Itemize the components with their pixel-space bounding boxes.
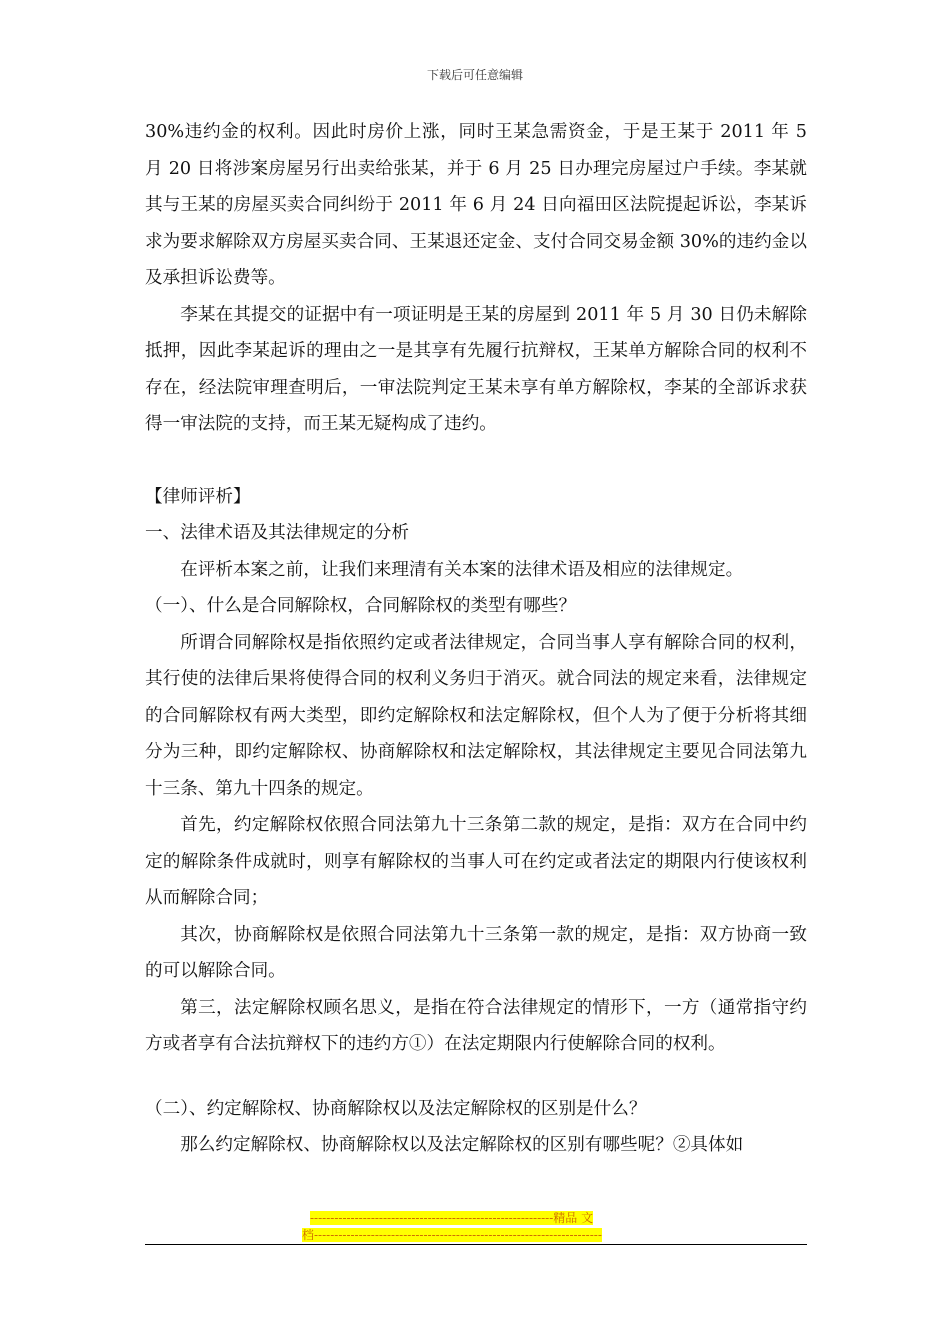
section-title: 【律师评析】 [145, 486, 251, 507]
heading-differences: （二）、约定解除权、协商解除权以及法定解除权的区别是什么？ [145, 1098, 647, 1119]
heading-legal-terms: 一、法律术语及其法律规定的分析 [145, 523, 409, 543]
paragraph-evidence: 李某在其提交的证据中有一项证明是王某的房屋到 2011 年 5 月 30 日仍未解除抵押，因此李某起诉的理由之一是其享有先履行抗辩权，王某单方解除合同的权利不存在，经法院审理查明后，一审法院判定王某未享有单方解除权，李某的全部诉求获得一审法院的支持，而王某无疑构成了违约。 [145, 304, 807, 434]
paragraph-termination-definition: 所谓合同解除权是指依照约定或者法律规定，合同当事人享有解除合同的权利，其行使的法律后果将使得合同的权利义务归于消灭。就合同法的规定来看，法律规定的合同解除权有两大类型，即约定解除权和法定解除权，但个人为了便于分析将其细分为三种，即约定解除权、协商解除权和法定解除权，其法律规定主要见合同法第九十三条、第九十四条的规定。 [145, 632, 807, 799]
spacer [145, 1063, 807, 1091]
footer-divider [145, 1244, 807, 1245]
spacer [145, 443, 807, 479]
page-footer-watermark [302, 1210, 652, 1244]
paragraph-differences: 那么约定解除权、协商解除权以及法定解除权的区别有哪些呢？②具体如 [180, 1135, 744, 1155]
page-header: 下载后可任意编辑 [426, 68, 523, 82]
paragraph-statutory-termination: 第三，法定解除权顾名思义，是指在符合法律规定的情形下，一方（通常指守约方或者享有合法抗辩权下的违约方①）在法定期限内行使解除合同的权利。 [145, 997, 807, 1054]
paragraph-intro: 在评析本案之前，让我们来理清有关本案的法律术语及相应的法律规定。 [180, 559, 744, 580]
document-body [145, 114, 807, 1164]
paragraph-case-facts: 30%违约金的权利。因此时房价上涨，同时王某急需资金，于是王某于 2011 年 5 月 20 日将涉案房屋另行出卖给张某，并于 6 月 25 日办理完房屋过户手续。李某就其与王某的房屋买卖合同纠纷于 2011 年 6 月 24 日向福田区法院提起诉讼，李某诉求为要求解除双方房屋买卖合同、王某退还定金、支付合同交易金额 30%的违约金以及承担诉讼费等。 [145, 122, 807, 288]
heading-termination-right-types: （一）、什么是合同解除权，合同解除权的类型有哪些？ [145, 596, 577, 616]
paragraph-agreed-termination: 首先，约定解除权依照合同法第九十三条第二款的规定，是指：双方在合同中约定的解除条件成就时，则享有解除权的当事人可在约定或者法定的期限内行使该权利从而解除合同； [145, 815, 807, 908]
footer-line-2: 档----------------------------------------------------------------------- [302, 1228, 602, 1242]
footer-line-1: ------------------------------------------------------------精品 文 [310, 1211, 594, 1225]
paragraph-negotiated-termination: 其次，协商解除权是依照合同法第九十三条第一款的规定，是指：双方协商一致的可以解除合同。 [145, 924, 807, 981]
